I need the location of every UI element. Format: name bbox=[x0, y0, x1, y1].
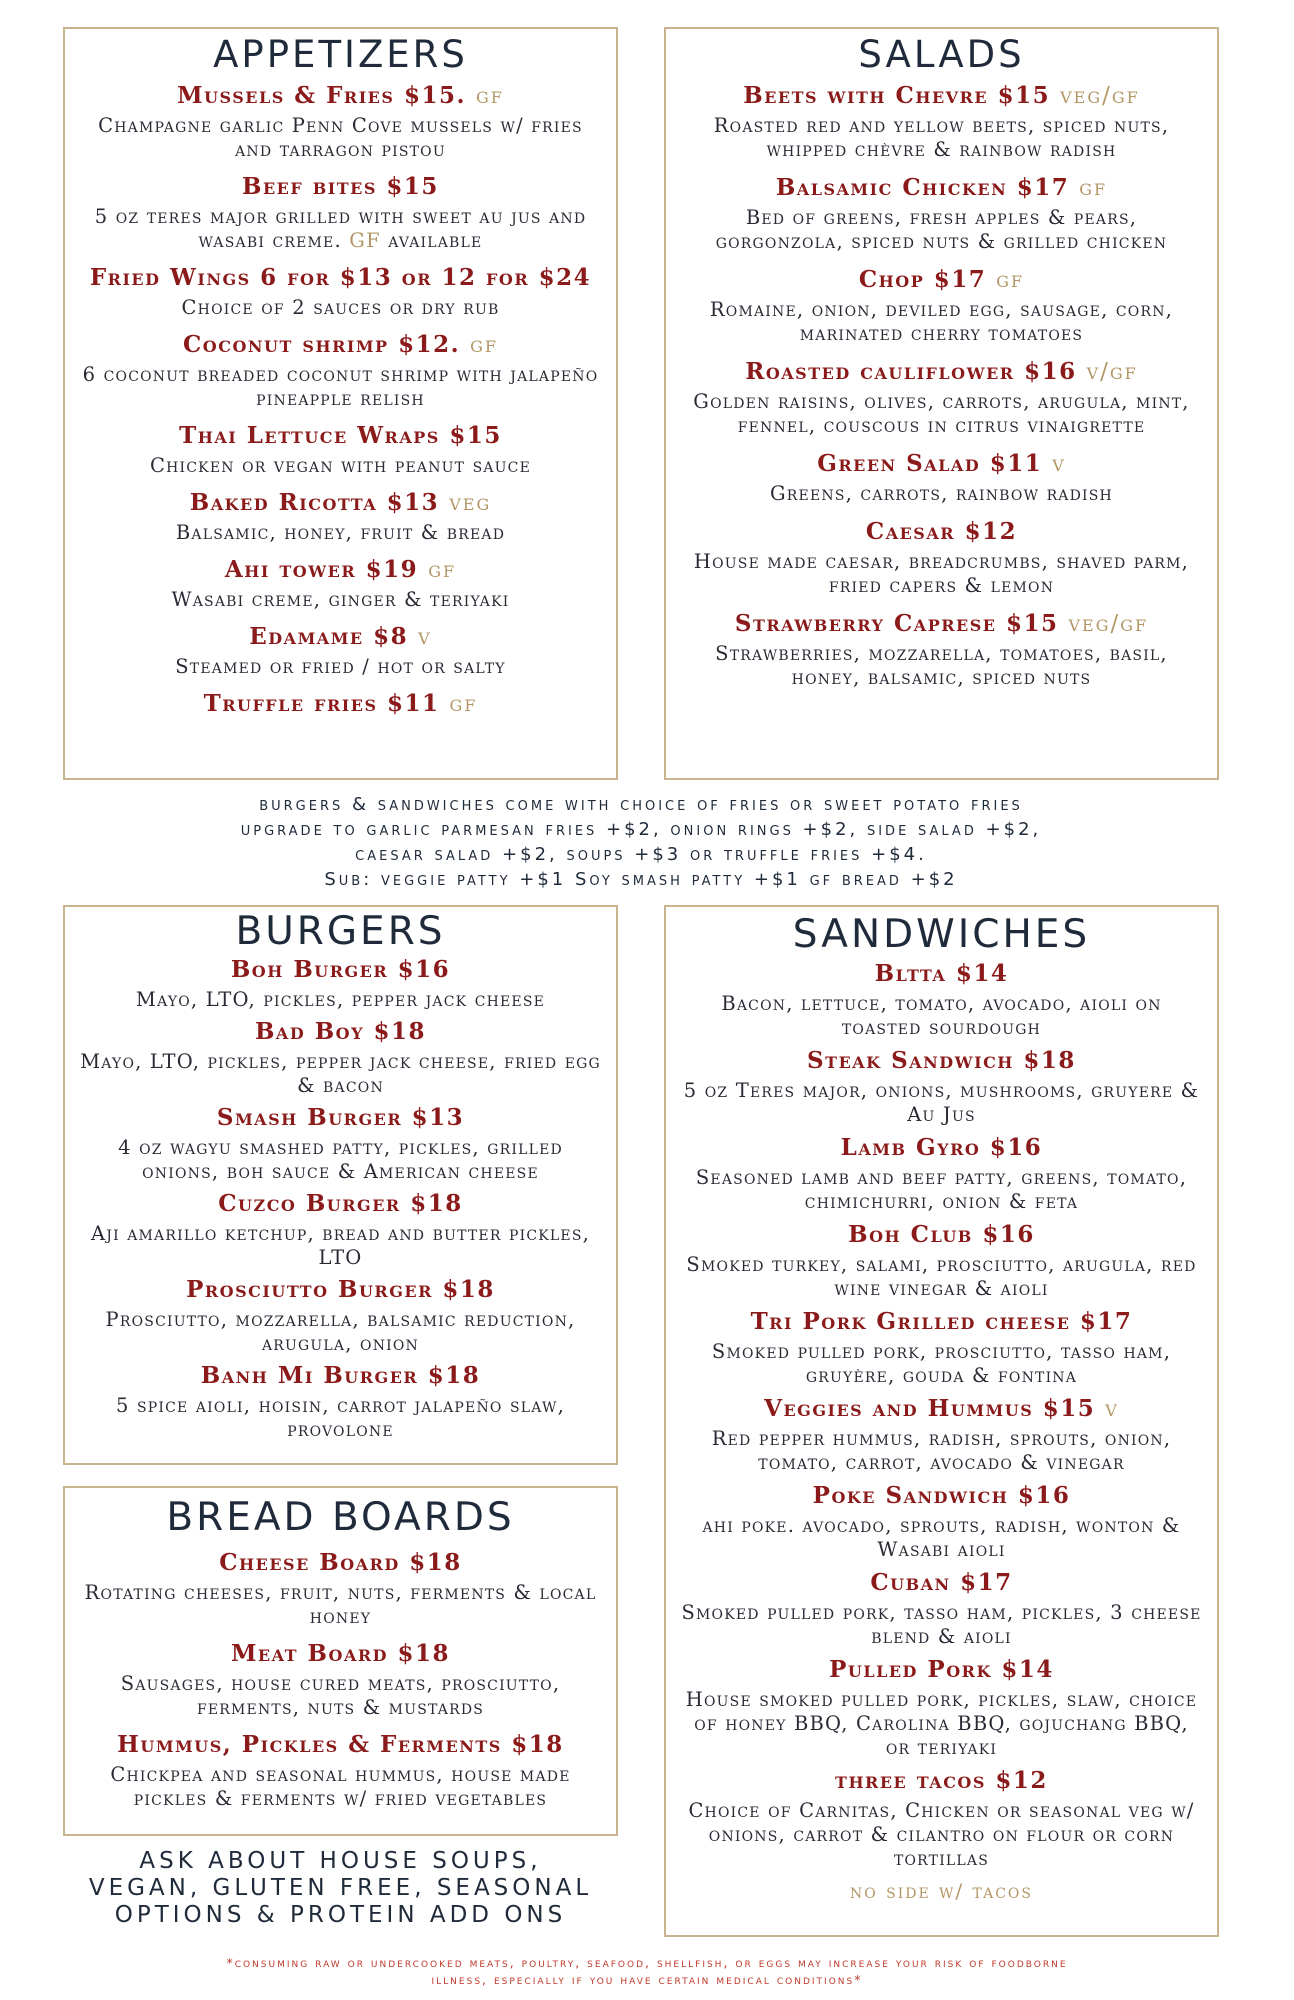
appetizers-section bbox=[63, 27, 618, 780]
menu-item-name bbox=[680, 609, 1203, 639]
description-tag: GF bbox=[349, 229, 381, 252]
appetizers-list bbox=[65, 77, 616, 719]
menu-item bbox=[680, 81, 1203, 162]
menu-item-description bbox=[79, 1050, 602, 1098]
description-text: Bacon, lettuce, tomato, avocado, aioli on toasted sourdough bbox=[721, 992, 1162, 1039]
menu-item-title: Caesar $12 bbox=[865, 518, 1018, 545]
menu-item bbox=[79, 263, 602, 320]
menu-item-title: Pulled Pork $14 bbox=[829, 1656, 1054, 1683]
description-text: Choice of Carnitas, Chicken or seasonal veg w/ onions, carrot & cilantro on flour or corn tortillas bbox=[688, 1799, 1195, 1870]
menu-item-title: Fried Wings 6 for $13 or 12 for $24 bbox=[89, 264, 592, 291]
menu-item-name bbox=[79, 1189, 602, 1219]
menu-item-description bbox=[680, 298, 1203, 346]
description-text: 6 coconut breaded coconut shrimp with jalapeño pineapple relish bbox=[82, 363, 599, 410]
menu-item-description bbox=[680, 1253, 1203, 1301]
menu-item-name bbox=[79, 1730, 602, 1760]
menu-item-name bbox=[680, 959, 1203, 989]
menu-item-name bbox=[680, 1307, 1203, 1337]
menu-item-title: Prosciutto Burger $18 bbox=[186, 1276, 495, 1303]
description-text: 5 spice aioli, hoisin, carrot jalapeño slaw, provolone bbox=[115, 1394, 566, 1441]
menu-item-title: Strawberry Caprese $15 bbox=[734, 610, 1059, 637]
description-text: Chickpea and seasonal hummus, house made pickles & ferments w/ fried vegetables bbox=[110, 1763, 571, 1810]
section-title: APPETIZERS bbox=[213, 33, 468, 76]
menu-item-title: Cuzco Burger $18 bbox=[218, 1190, 463, 1217]
menu-item bbox=[680, 265, 1203, 346]
section-title: SALADS bbox=[858, 33, 1025, 76]
menu-item-title: Hummus, Pickles & Ferments $18 bbox=[117, 1731, 564, 1758]
menu-item-description bbox=[680, 1340, 1203, 1388]
menu-item-title: Steak Sandwich $18 bbox=[807, 1047, 1076, 1074]
bread-boards-list bbox=[65, 1542, 616, 1811]
menu-item-name bbox=[680, 1133, 1203, 1163]
burgers-section bbox=[63, 905, 618, 1465]
menu-item bbox=[79, 1275, 602, 1356]
menu-item-title: Chop $17 bbox=[858, 266, 987, 293]
menu-item-name bbox=[79, 1103, 602, 1133]
dietary-tag: v bbox=[418, 624, 432, 650]
menu-item-name bbox=[79, 1361, 602, 1391]
menu-item bbox=[79, 1103, 602, 1184]
menu-item-description bbox=[79, 296, 602, 320]
menu-item-title: Meat Board $18 bbox=[230, 1640, 451, 1667]
menu-item-description bbox=[79, 588, 602, 612]
menu-item-title: Tri Pork Grilled cheese $17 bbox=[750, 1308, 1133, 1335]
menu-item-description bbox=[680, 1427, 1203, 1475]
menu-item-title: Cuban $17 bbox=[870, 1569, 1013, 1596]
menu-item bbox=[79, 1017, 602, 1098]
dietary-tag: gf bbox=[428, 557, 457, 583]
menu-item-title: Balsamic Chicken $17 bbox=[775, 174, 1070, 201]
description-text: ahi poke. avocado, sprouts, radish, wonton & Wasabi aioli bbox=[702, 1514, 1181, 1561]
menu-item-name bbox=[79, 421, 602, 451]
ask-note bbox=[63, 1848, 618, 1929]
description-text: Aji amarillo ketchup, bread and butter pickles, LTO bbox=[90, 1222, 591, 1269]
dietary-tag: gf bbox=[470, 332, 499, 358]
dietary-tag: gf bbox=[475, 83, 504, 109]
menu-item bbox=[79, 172, 602, 253]
menu-item-name bbox=[680, 1220, 1203, 1250]
menu-item-description bbox=[680, 390, 1203, 438]
menu-item-title: Smash Burger $13 bbox=[216, 1104, 465, 1131]
menu-item-title: Edamame $8 bbox=[249, 623, 409, 650]
menu-item-title: Poke Sandwich $16 bbox=[812, 1482, 1071, 1509]
description-text: Smoked pulled pork, prosciutto, tasso ham, gruyère, gouda & fontina bbox=[711, 1340, 1172, 1387]
description-text: Sausages, house cured meats, prosciutto, ferments, nuts & mustards bbox=[120, 1672, 561, 1719]
menu-item bbox=[79, 955, 602, 1012]
menu-item-title: Boh Club $16 bbox=[848, 1221, 1035, 1248]
no-side-note: no side w/ tacos bbox=[850, 1879, 1033, 1903]
menu-item-description bbox=[79, 1394, 602, 1442]
menu-item-title: Bad Boy $18 bbox=[254, 1018, 427, 1045]
menu-item bbox=[680, 357, 1203, 438]
menu-item-name bbox=[79, 1639, 602, 1669]
menu-item-name bbox=[79, 622, 602, 652]
disclaimer-line: illness, especially if you have certain medical conditions* bbox=[431, 1972, 863, 1987]
dietary-tag: gf bbox=[1079, 175, 1108, 201]
description-text: 5 oz teres major grilled with sweet au jus and wasabi creme. bbox=[94, 205, 587, 252]
dietary-tag: veg/gf bbox=[1068, 611, 1149, 637]
menu-item-name bbox=[79, 555, 602, 585]
menu-item-title: Thai Lettuce Wraps $15 bbox=[179, 422, 502, 449]
menu-item bbox=[680, 1394, 1203, 1475]
section-title: SANDWICHES bbox=[792, 912, 1091, 957]
menu-item-title: Roasted cauliflower $16 bbox=[745, 358, 1077, 385]
menu-item-title: Beef bites $15 bbox=[242, 173, 439, 200]
sides-note bbox=[63, 792, 1219, 892]
description-text: Champagne garlic Penn Cove mussels w/ fries and tarragon pistou bbox=[98, 114, 583, 161]
menu-item-name bbox=[79, 488, 602, 518]
description-text: Rotating cheeses, fruit, nuts, ferments & local honey bbox=[84, 1581, 597, 1628]
menu-item bbox=[79, 330, 602, 411]
menu-item bbox=[79, 1361, 602, 1442]
menu-item-name bbox=[680, 449, 1203, 479]
menu-item-title: Baked Ricotta $13 bbox=[189, 489, 440, 516]
salads-section bbox=[664, 27, 1219, 780]
menu-item-description bbox=[79, 521, 602, 545]
menu-item-description bbox=[79, 114, 602, 162]
description-text: Red pepper hummus, radish, sprouts, onion, tomato, carrot, avocado & vinegar bbox=[711, 1427, 1172, 1474]
menu-item-title: Lamb Gyro $16 bbox=[840, 1134, 1043, 1161]
menu-item-title: Mussels & Fries $15. bbox=[177, 82, 466, 109]
description-text: Balsamic, honey, fruit & bread bbox=[175, 521, 506, 544]
menu-item bbox=[79, 1189, 602, 1270]
dietary-tag: veg/gf bbox=[1060, 83, 1140, 109]
menu-item-name bbox=[680, 81, 1203, 111]
menu-item-title: Boh Burger $16 bbox=[230, 956, 451, 983]
menu-item-description bbox=[680, 482, 1203, 506]
menu-item bbox=[680, 1655, 1203, 1760]
menu-item-name bbox=[680, 1046, 1203, 1076]
dietary-tag: v bbox=[1052, 451, 1066, 477]
menu-item-description bbox=[680, 1688, 1203, 1760]
description-text: 4 oz wagyu smashed patty, pickles, grilled onions, boh sauce & American cheese bbox=[118, 1136, 563, 1183]
description-text: Chicken or vegan with peanut sauce bbox=[149, 454, 532, 477]
description-text: House made caesar, breadcrumbs, shaved parm, fried capers & lemon bbox=[693, 550, 1190, 597]
menu-item-description bbox=[79, 1763, 602, 1811]
menu-item-description bbox=[79, 1222, 602, 1270]
menu-item-name bbox=[680, 1766, 1203, 1796]
sides-note-line: upgrade to garlic parmesan fries +$2, onion rings +$2, side salad +$2, bbox=[240, 819, 1042, 840]
menu-item bbox=[680, 1046, 1203, 1127]
menu-item bbox=[79, 1730, 602, 1811]
menu-item bbox=[680, 1481, 1203, 1562]
description-text: Choice of 2 sauces or dry rub bbox=[181, 296, 500, 319]
dietary-tag: gf bbox=[996, 267, 1025, 293]
sandwiches-list bbox=[666, 959, 1217, 1871]
menu-item-title: Coconut shrimp $12. bbox=[182, 331, 461, 358]
menu-item-name bbox=[79, 1017, 602, 1047]
menu-item-name bbox=[680, 173, 1203, 203]
ask-note-line: OPTIONS & PROTEIN ADD ONS bbox=[114, 1902, 567, 1928]
description-text: Wasabi creme, ginger & teriyaki bbox=[171, 588, 510, 611]
menu-item bbox=[680, 1133, 1203, 1214]
description-text: Romaine, onion, deviled egg, sausage, corn, marinated cherry tomatoes bbox=[709, 298, 1174, 345]
menu-item bbox=[79, 488, 602, 545]
menu-item-name bbox=[79, 1548, 602, 1578]
menu-item bbox=[680, 1307, 1203, 1388]
menu-item-title: Green Salad $11 bbox=[817, 450, 1043, 477]
menu-item-title: Beets with Chevre $15 bbox=[743, 82, 1051, 109]
menu-item-name bbox=[680, 1481, 1203, 1511]
menu-item-description bbox=[680, 1166, 1203, 1214]
description-text: House smoked pulled pork, pickles, slaw, choice of honey BBQ, Carolina BBQ, gojuchang BBQ, or teriyaki bbox=[685, 1688, 1198, 1759]
menu-item-description bbox=[680, 206, 1203, 254]
menu-item-description bbox=[680, 1514, 1203, 1562]
menu-item-description bbox=[680, 642, 1203, 690]
menu-item bbox=[79, 622, 602, 679]
menu-item-description bbox=[79, 1672, 602, 1720]
menu-item bbox=[79, 555, 602, 612]
description-text: Steamed or fried / hot or salty bbox=[175, 655, 506, 678]
menu-item-name bbox=[680, 1568, 1203, 1598]
sides-note-line: Sub: veggie patty +$1 Soy smash patty +$1 gf bread +$2 bbox=[324, 869, 958, 890]
description-text: Smoked pulled pork, tasso ham, pickles, 3 cheese blend & aioli bbox=[681, 1601, 1202, 1648]
menu-item-title: Banh Mi Burger $18 bbox=[200, 1362, 481, 1389]
menu-item bbox=[680, 517, 1203, 598]
menu-item-name bbox=[79, 1275, 602, 1305]
section-title: BURGERS bbox=[235, 909, 446, 954]
menu-item-description bbox=[79, 454, 602, 478]
dietary-tag: veg bbox=[449, 490, 492, 516]
description-text: Bed of greens, fresh apples & pears, gorgonzola, spiced nuts & grilled chicken bbox=[715, 206, 1168, 253]
menu-item bbox=[680, 609, 1203, 690]
menu-item bbox=[680, 1568, 1203, 1649]
description-text: Golden raisins, olives, carrots, arugula, mint, fennel, couscous in citrus vinaigrette bbox=[693, 390, 1190, 437]
menu-item-description bbox=[680, 1601, 1203, 1649]
menu-item bbox=[680, 449, 1203, 506]
menu-item-title: three tacos $12 bbox=[835, 1767, 1048, 1794]
menu-item-name bbox=[79, 689, 602, 719]
menu-item-title: Truffle fries $11 bbox=[203, 690, 440, 717]
bread-boards-section bbox=[63, 1486, 618, 1836]
menu-item-description bbox=[79, 1308, 602, 1356]
menu-item-name bbox=[680, 265, 1203, 295]
description-text: 5 oz Teres major, onions, mushrooms, gruyere & Au Jus bbox=[683, 1079, 1200, 1126]
menu-item-name bbox=[79, 172, 602, 202]
dietary-tag: v/gf bbox=[1086, 359, 1138, 385]
description-text: Roasted red and yellow beets, spiced nuts, whipped chèvre & rainbow radish bbox=[713, 114, 1170, 161]
menu-item bbox=[680, 173, 1203, 254]
menu-item-name bbox=[79, 81, 602, 111]
menu-item-name bbox=[79, 263, 602, 293]
menu-item-description bbox=[79, 988, 602, 1012]
sandwiches-section bbox=[664, 905, 1219, 1937]
menu-item bbox=[79, 1639, 602, 1720]
menu-item-description bbox=[680, 992, 1203, 1040]
menu-item-name bbox=[680, 357, 1203, 387]
menu-item bbox=[680, 1766, 1203, 1871]
ask-note-line: VEGAN, GLUTEN FREE, SEASONAL bbox=[88, 1875, 593, 1901]
menu-item-name bbox=[680, 1394, 1203, 1424]
menu-item-description bbox=[79, 1136, 602, 1184]
menu-item-description bbox=[79, 1581, 602, 1629]
description-text: Smoked turkey, salami, prosciutto, arugula, red wine vinegar & aioli bbox=[686, 1253, 1197, 1300]
salads-list bbox=[666, 77, 1217, 690]
menu-item-name bbox=[79, 330, 602, 360]
menu-item-title: Veggies and Hummus $15 bbox=[764, 1395, 1096, 1422]
menu-item-description bbox=[79, 205, 602, 253]
menu-item-description bbox=[79, 655, 602, 679]
health-disclaimer bbox=[20, 1954, 1274, 1988]
sides-note-line: burgers & sandwiches come with choice of fries or sweet potato fries bbox=[259, 794, 1023, 815]
menu-item bbox=[79, 689, 602, 719]
menu-item-title: Bltta $14 bbox=[874, 960, 1009, 987]
description-text: Seasoned lamb and beef patty, greens, tomato, chimichurri, onion & feta bbox=[695, 1166, 1188, 1213]
disclaimer-line: *consuming raw or undercooked meats, poultry, seafood, shellfish, or eggs may increase your risk of foodborne bbox=[226, 1955, 1068, 1970]
menu-item bbox=[79, 421, 602, 478]
menu-item-title: Cheese Board $18 bbox=[219, 1549, 462, 1576]
menu-item bbox=[79, 1548, 602, 1629]
menu-item bbox=[79, 81, 602, 162]
ask-note-line: ASK ABOUT HOUSE SOUPS, bbox=[139, 1848, 542, 1874]
menu-item-title: Ahi tower $19 bbox=[224, 556, 419, 583]
menu-item-description bbox=[680, 1799, 1203, 1871]
description-text: Greens, carrots, rainbow radish bbox=[770, 482, 1113, 505]
description-suffix: available bbox=[388, 229, 483, 252]
menu-item-name bbox=[79, 955, 602, 985]
dietary-tag: v bbox=[1105, 1396, 1119, 1422]
description-text: Prosciutto, mozzarella, balsamic reduction, arugula, onion bbox=[105, 1308, 576, 1355]
menu-item-description bbox=[680, 114, 1203, 162]
menu-item bbox=[680, 959, 1203, 1040]
description-text: Strawberries, mozzarella, tomatoes, basil, honey, balsamic, spiced nuts bbox=[715, 642, 1168, 689]
description-text: Mayo, LTO, pickles, pepper jack cheese bbox=[135, 988, 546, 1011]
burgers-list bbox=[65, 955, 616, 1442]
menu-item-description bbox=[680, 1079, 1203, 1127]
menu-item-name bbox=[680, 1655, 1203, 1685]
menu-item-description bbox=[680, 550, 1203, 598]
sides-note-line: caesar salad +$2, soups +$3 or truffle fries +$4. bbox=[355, 844, 927, 865]
menu-item-description bbox=[79, 363, 602, 411]
section-title: BREAD BOARDS bbox=[166, 1495, 515, 1540]
menu-item-name bbox=[680, 517, 1203, 547]
dietary-tag: gf bbox=[449, 691, 478, 717]
description-text: Mayo, LTO, pickles, pepper jack cheese, fried egg & bacon bbox=[80, 1050, 601, 1097]
menu-item bbox=[680, 1220, 1203, 1301]
